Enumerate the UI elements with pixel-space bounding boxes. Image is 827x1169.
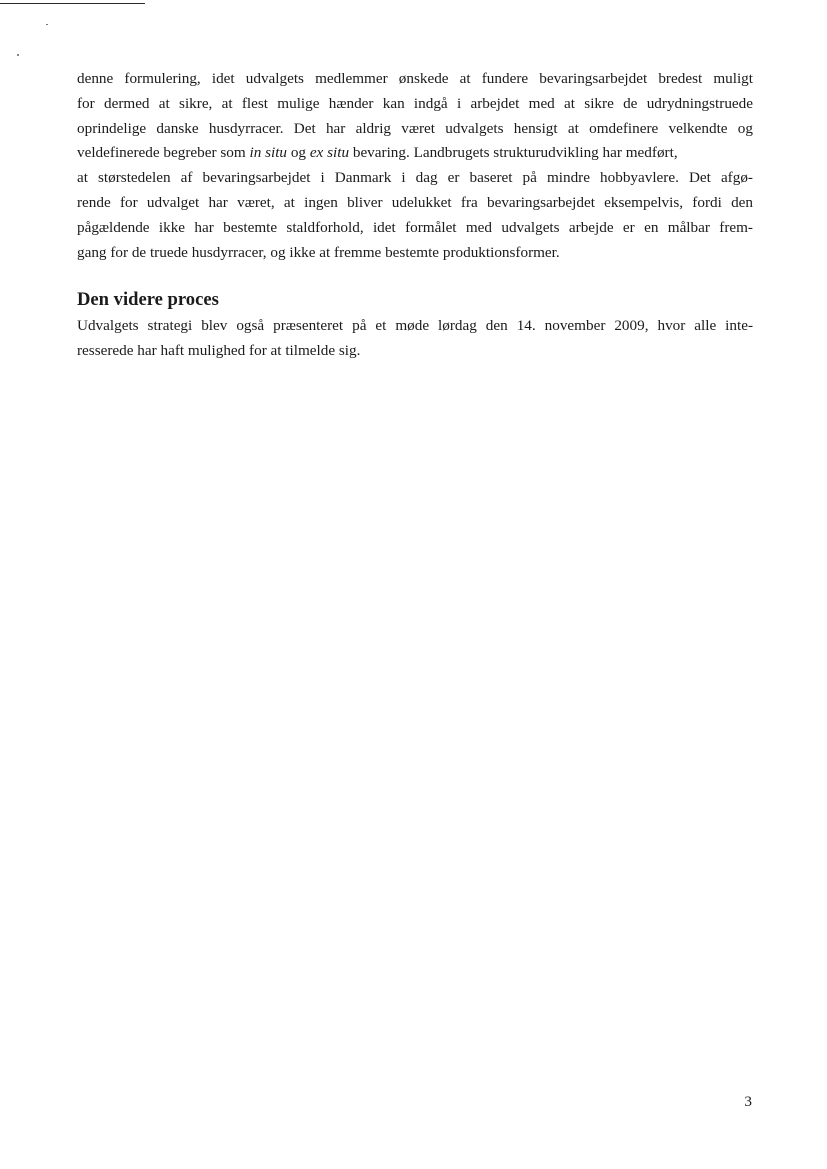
- page-number: 3: [744, 1093, 752, 1110]
- text-run: og: [290, 144, 307, 162]
- page-body: [77, 67, 753, 364]
- text-line: for dermed at sikre, at flest mulige hænder kan indgå i arbejdet med at sikre de udrydningstruede: [77, 94, 753, 112]
- text-line: at størstedelen af bevaringsarbejdet i Danmark i dag er baseret på mindre hobbyavlere. Det afgø-: [77, 169, 753, 187]
- scan-artifact-mark: [17, 54, 19, 56]
- text-line: gang for de truede husdyrracer, og ikke at fremme bestemte produktionsformer.: [77, 243, 560, 261]
- text-line: Udvalgets strategi blev også præsenteret på et møde lørdag den 14. november 2009, hvor alle inte-: [77, 317, 753, 335]
- text-line: oprindelige danske husdyrracer. Det har aldrig været udvalgets hensigt at omdefinere velkendte og: [77, 119, 753, 137]
- text-line: denne formulering, idet udvalgets medlemmer ønskede at fundere bevaringsarbejdet bredest muligt: [77, 70, 753, 87]
- italic-term: in situ: [249, 144, 288, 162]
- text-run: bevaring. Landbrugets strukturudvikling har medført,: [352, 144, 678, 162]
- paragraph: [77, 314, 753, 364]
- italic-term: ex situ: [309, 144, 350, 162]
- text-line: rende for udvalget har været, at ingen bliver udelukket fra bevaringsarbejdet eksempelvis, fordi den: [77, 193, 753, 211]
- text-line: resserede har haft mulighed for at tilmelde sig.: [77, 342, 361, 360]
- scan-artifact-mark: [46, 24, 48, 25]
- paragraph: [77, 67, 753, 265]
- scan-artifact-rule: [0, 3, 145, 4]
- text-run: veldefinerede begreber som: [77, 144, 246, 162]
- text-line: [77, 141, 753, 166]
- section-heading: Den videre proces: [77, 289, 219, 311]
- text-line: pågældende ikke har bestemte staldforhold, idet formålet med udvalgets arbejde er en målbar frem-: [77, 218, 753, 236]
